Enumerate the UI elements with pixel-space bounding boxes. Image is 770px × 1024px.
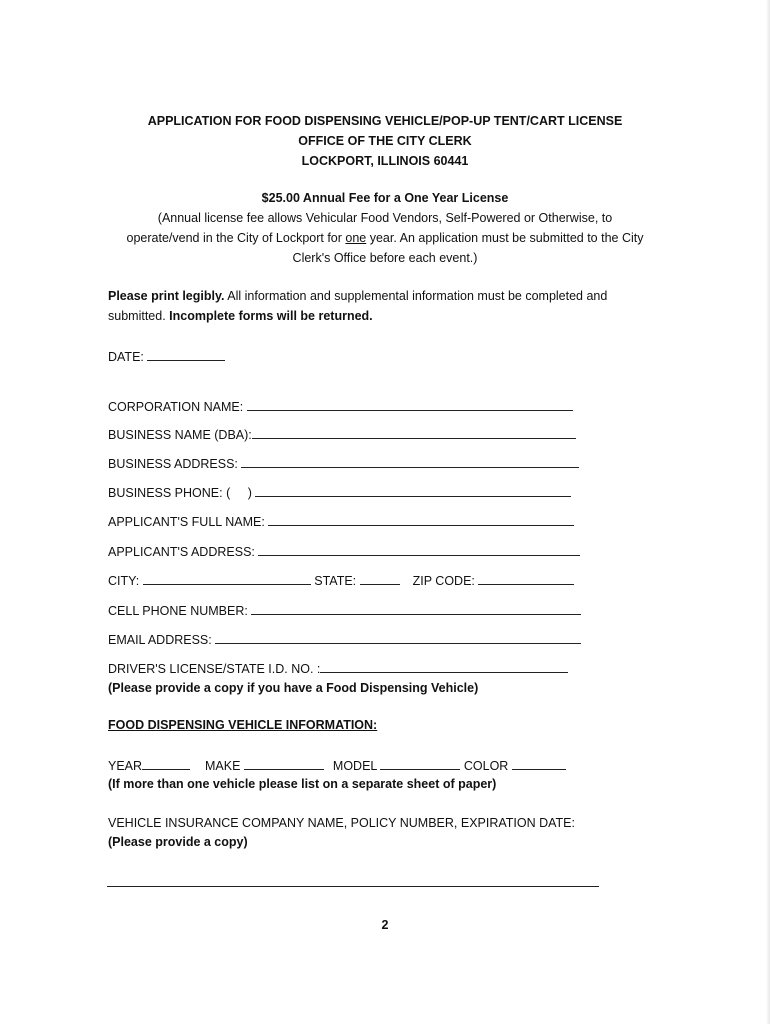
drivers-license-note: (Please provide a copy if you have a Food Dispensing Vehicle) (108, 681, 479, 695)
date-row (108, 349, 225, 364)
business-name-row (108, 427, 576, 442)
fee-note-line3: Clerk's Office before each event.) (292, 251, 478, 265)
email-label: EMAIL ADDRESS: (108, 633, 212, 647)
city-field[interactable] (143, 573, 311, 585)
multi-vehicle-note: (If more than one vehicle please list on a separate sheet of paper) (108, 777, 497, 791)
vehicle-details-row (108, 758, 566, 773)
zip-field[interactable] (478, 573, 574, 585)
vehicle-section-heading: FOOD DISPENSING VEHICLE INFORMATION: (108, 718, 378, 732)
business-phone-field[interactable] (255, 485, 571, 497)
insurance-label: VEHICLE INSURANCE COMPANY NAME, POLICY NUMBER, EXPIRATION DATE: (108, 816, 575, 830)
fee-note-line2 (0, 231, 770, 245)
model-field[interactable] (380, 758, 460, 770)
fee-headline: $25.00 Annual Fee for a One Year License (261, 191, 509, 205)
city-label: CITY: (108, 574, 140, 588)
applicant-address-row (108, 544, 580, 559)
fee-note-line2-post: year. An application must be submitted to the City (366, 231, 644, 245)
form-title: APPLICATION FOR FOOD DISPENSING VEHICLE/POP-UP TENT/CART LICENSE (147, 114, 623, 128)
business-phone-label: BUSINESS PHONE: ( (108, 486, 231, 500)
office-name: OFFICE OF THE CITY CLERK (298, 134, 472, 148)
fee-note-one: one (345, 231, 367, 245)
scan-edge-shadow (766, 0, 770, 1024)
office-location: LOCKPORT, ILLINOIS 60441 (301, 154, 469, 168)
applicant-name-label: APPLICANT'S FULL NAME: (108, 515, 265, 529)
applicant-address-field[interactable] (258, 544, 580, 556)
email-row (108, 632, 581, 647)
business-name-field[interactable] (252, 427, 576, 439)
make-label: MAKE (205, 759, 241, 773)
make-field[interactable] (244, 758, 324, 770)
business-address-field[interactable] (241, 456, 579, 468)
color-field[interactable] (512, 758, 566, 770)
business-name-label: BUSINESS NAME (DBA): (108, 428, 252, 442)
applicant-name-row (108, 514, 574, 529)
corporation-name-label: CORPORATION NAME: (108, 400, 244, 414)
drivers-license-field[interactable] (320, 661, 568, 673)
insurance-entry-line[interactable] (107, 886, 599, 887)
corporation-row (108, 399, 573, 414)
state-label: STATE: (314, 574, 357, 588)
incomplete-warning: Incomplete forms will be returned. (169, 309, 373, 323)
fee-note-line1: (Annual license fee allows Vehicular Food Vendors, Self-Powered or Otherwise, to (157, 211, 613, 225)
city-state-zip-row (108, 573, 574, 588)
date-field[interactable] (147, 349, 225, 361)
state-field[interactable] (360, 573, 400, 585)
year-label: YEAR (108, 759, 143, 773)
business-address-row (108, 456, 579, 471)
year-field[interactable] (142, 758, 190, 770)
page-number: 2 (381, 918, 389, 932)
color-label: COLOR (463, 759, 509, 773)
cell-phone-field[interactable] (251, 603, 581, 615)
instructions-text2: submitted. (108, 309, 170, 323)
business-address-label: BUSINESS ADDRESS: (108, 457, 238, 471)
fee-note-line2-pre: operate/vend in the City of Lockport for (126, 231, 346, 245)
business-phone-row (108, 485, 571, 500)
instructions-text1: All information and supplemental information must be completed and (224, 289, 608, 303)
instructions-line2 (108, 309, 373, 323)
applicant-name-field[interactable] (268, 514, 574, 526)
applicant-address-label: APPLICANT'S ADDRESS: (108, 545, 255, 559)
print-legibly: Please print legibly. (108, 289, 225, 303)
business-phone-paren: ) (247, 486, 252, 500)
cell-phone-row (108, 603, 581, 618)
cell-phone-label: CELL PHONE NUMBER: (108, 604, 248, 618)
instructions-line1 (108, 289, 607, 303)
insurance-note: (Please provide a copy) (108, 835, 248, 849)
drivers-license-row (108, 661, 568, 676)
zip-label: ZIP CODE: (412, 574, 475, 588)
corporation-name-field[interactable] (247, 399, 573, 411)
model-label: MODEL (332, 759, 377, 773)
date-label: DATE: (108, 350, 144, 364)
drivers-license-label: DRIVER'S LICENSE/STATE I.D. NO. : (108, 662, 321, 676)
email-field[interactable] (215, 632, 581, 644)
